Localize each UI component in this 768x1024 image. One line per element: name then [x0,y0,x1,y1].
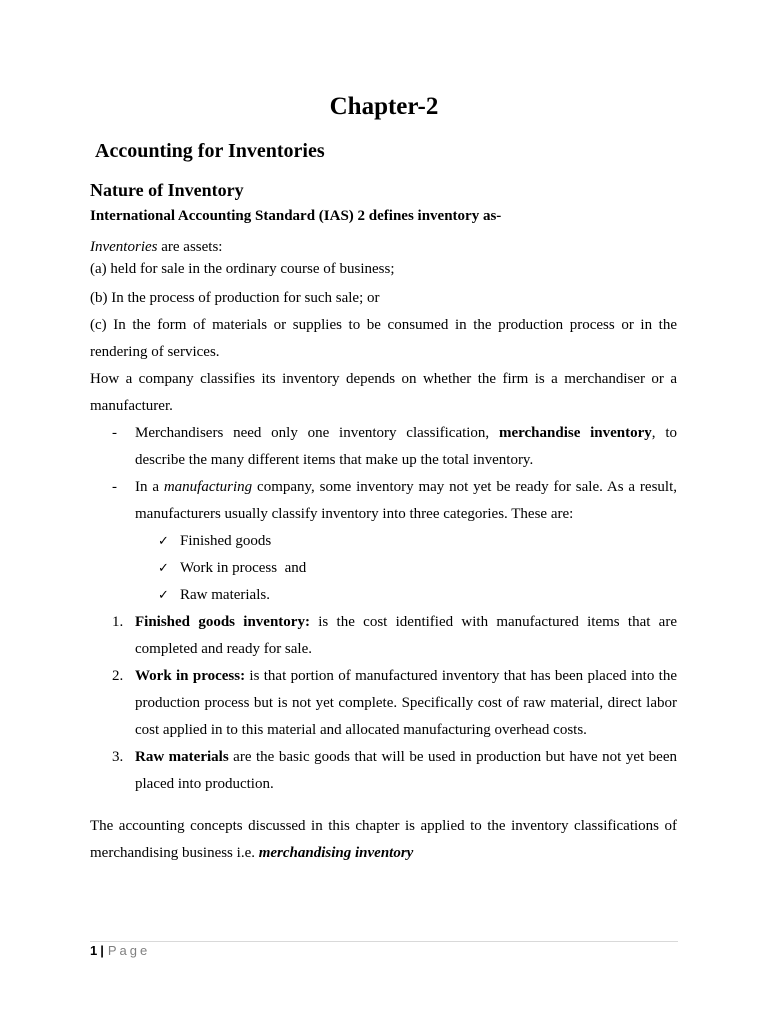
item-text [135,609,677,663]
definition-term: Inventories [90,239,158,255]
numbered-item-raw-materials [90,744,677,798]
closing-emphasis: merchandising inventory [258,845,414,861]
bullet-text [135,420,677,474]
definition-item-c: (c) In the form of materials or supplies to be consumed in the production process or in the rendering of services. [90,317,677,360]
category-label: Raw materials. [180,587,270,603]
item-number: 3. [112,749,124,765]
item-description: is the cost identified with manufactured items that are completed and ready for sale. [135,614,677,657]
bullet-merchandisers [90,420,677,474]
definition-intro [90,236,677,258]
bullet-text-part: In a [135,479,164,495]
bullet-text-part: company, some inventory may not yet be ready for sale. As a result, manufacturers usually classify inventory into three categories. These are: [135,479,677,522]
category-label: Finished goods [180,533,272,549]
item-term: Finished goods inventory: [135,614,310,630]
checkmark-icon: ✓ [158,534,169,549]
page-footer [90,942,150,960]
footer-divider [90,941,678,942]
section-title: Accounting for Inventories [95,140,325,162]
item-description: are the basic goods that will be used in production but have not yet been placed into production. [135,749,677,792]
checkmark-icon: ✓ [158,561,169,576]
item-term: Work in process: [135,668,246,684]
definition-item-b: (b) In the process of production for such sale; or [90,290,380,306]
footer-separator: | [100,943,104,958]
bullet-manufacturers [90,474,677,528]
item-number: 2. [112,668,124,684]
item-description: is that portion of manufactured inventory that has been placed into the production process but is not yet complete. Specifically cost of raw material, direct labor cost applied in to this material and allocated manufacturing overhead costs. [135,668,677,738]
checkmark-icon: ✓ [158,588,169,603]
numbered-item-finished-goods [90,609,677,663]
item-term: Raw materials [135,749,229,765]
category-item [90,555,677,582]
ias-statement: International Accounting Standard (IAS) 2 defines inventory as- [90,208,502,224]
page-number: 1 [90,943,98,958]
chapter-title: Chapter-2 [329,93,439,120]
dash-marker: - [112,479,117,495]
subsection-title: Nature of Inventory [90,180,244,200]
item-text [135,744,677,798]
category-item [90,528,677,555]
classification-intro: How a company classifies its inventory depends on whether the firm is a merchandiser or a manufacturer. [90,371,677,414]
bullet-text-part: Merchandisers need only one inventory classification, [135,425,499,441]
content-body [90,236,677,867]
page-label: Page [107,943,151,958]
closing-text: The accounting concepts discussed in this chapter is applied to the inventory classifications of merchandising business i.e. [90,818,677,861]
definition-rest: are assets: [157,239,223,255]
category-item [90,582,677,609]
bullet-text [135,474,677,528]
numbered-item-work-in-process [90,663,677,744]
dash-marker: - [112,425,117,441]
closing-paragraph [90,813,677,867]
bullet-text-part: , to describe the many different items that make up the total inventory. [135,425,677,468]
merchandise-inventory-term: merchandise inventory [498,425,652,441]
item-text [135,663,677,744]
item-number: 1. [112,614,124,630]
category-label: Work in process and [180,560,307,576]
definition-item-a: (a) held for sale in the ordinary course of business; [90,261,395,277]
manufacturing-term: manufacturing [163,479,253,495]
